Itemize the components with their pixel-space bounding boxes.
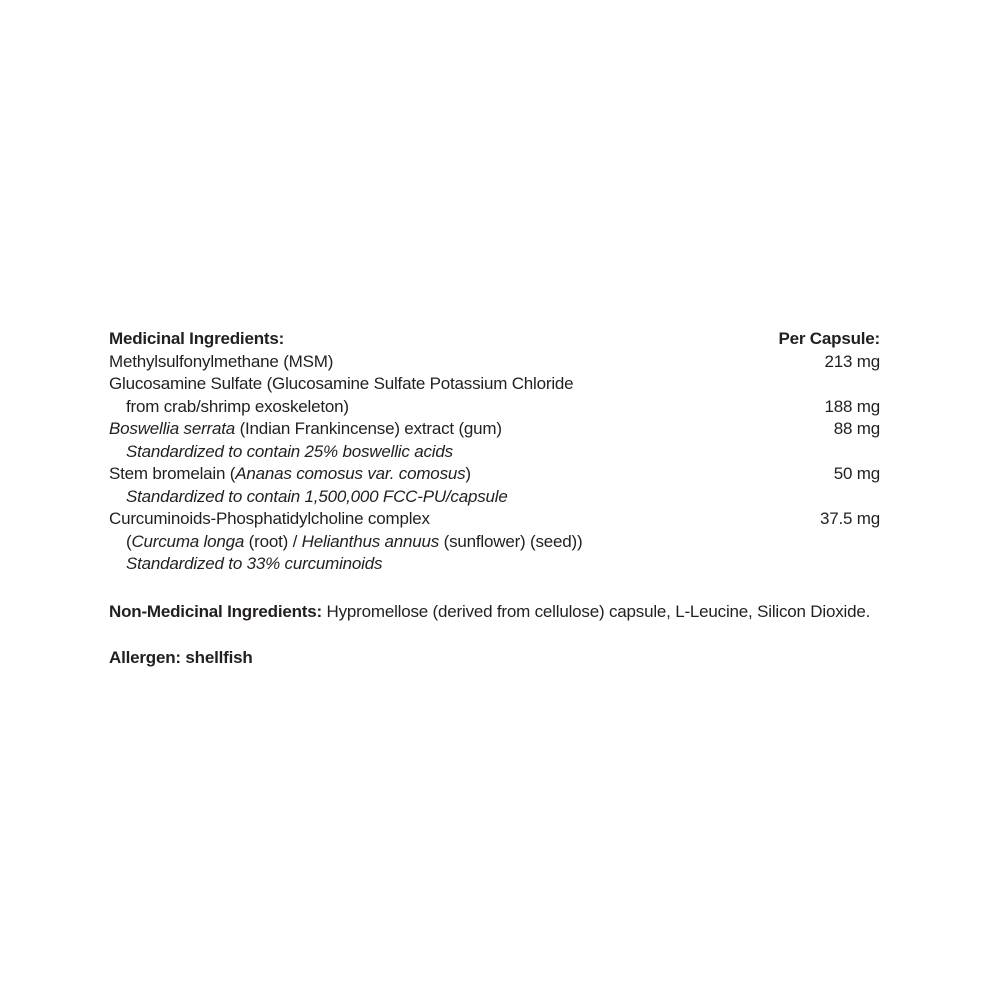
latin-name: Ananas comosus var. comosus (235, 464, 466, 483)
ingredient-name (109, 463, 471, 486)
standardization-note: Standardized to 33% curcuminoids (126, 554, 383, 573)
latin-name: Boswellia serrata (109, 419, 236, 438)
standardization-note: Standardized to contain 1,500,000 FCC-PU/capsule (126, 486, 508, 506)
latin-name: Curcuma longa (131, 531, 245, 551)
ingredient-row-bromelain (109, 463, 880, 486)
non-medicinal-ingredients (109, 601, 870, 624)
ingredient-row-curcumin-standard (109, 553, 880, 576)
ingredient-source (109, 531, 582, 554)
ingredient-row-glucosamine-source (109, 396, 880, 419)
ingredient-amount: 50 mg (833, 464, 880, 483)
ingredient-amount: 188 mg (824, 396, 880, 416)
source-open: ( (126, 531, 132, 551)
medicinal-ingredients-table (109, 328, 909, 576)
per-capsule-heading: Per Capsule: (778, 329, 880, 348)
source-end: (sunflower) (seed)) (439, 531, 583, 551)
ingredient-row-glucosamine (109, 373, 880, 396)
ingredient-amount: 213 mg (824, 351, 880, 371)
ingredient-amount: 88 mg (833, 419, 880, 438)
ingredient-amount: 37.5 mg (819, 509, 880, 528)
ingredient-name: Curcuminoids-Phosphatidylcholine complex (109, 509, 430, 528)
ingredient-name-suffix: ) (465, 464, 471, 483)
ingredient-row-boswellia (109, 418, 880, 441)
ingredient-name: Glucosamine Sulfate (Glucosamine Sulfate Potassium Chloride (109, 374, 574, 393)
ingredient-row-curcumin (109, 508, 880, 531)
source-mid: (root) / (244, 531, 302, 551)
medicinal-ingredients-heading: Medicinal Ingredients: (109, 329, 285, 348)
table-header-row (109, 328, 880, 351)
non-medicinal-text: Hypromellose (derived from cellulose) capsule, L-Leucine, Silicon Dioxide. (321, 602, 871, 621)
ingredient-row-curcumin-source (109, 531, 880, 554)
ingredient-source: from crab/shrimp exoskeleton) (126, 396, 349, 416)
ingredient-row-boswellia-standard (109, 441, 880, 464)
allergen-statement: Allergen: shellfish (109, 648, 253, 667)
ingredient-name (109, 418, 502, 441)
ingredient-name: Methylsulfonylmethane (MSM) (109, 351, 334, 371)
ingredient-name-prefix: Stem bromelain ( (109, 464, 236, 483)
latin-name: Helianthus annuus (301, 531, 440, 551)
standardization-note: Standardized to contain 25% boswellic acids (126, 441, 453, 461)
ingredient-name-rest: (Indian Frankincense) extract (gum) (235, 419, 502, 438)
non-medicinal-label: Non-Medicinal Ingredients: (109, 602, 322, 621)
ingredient-row-msm (109, 351, 880, 374)
ingredient-row-bromelain-standard (109, 486, 880, 509)
